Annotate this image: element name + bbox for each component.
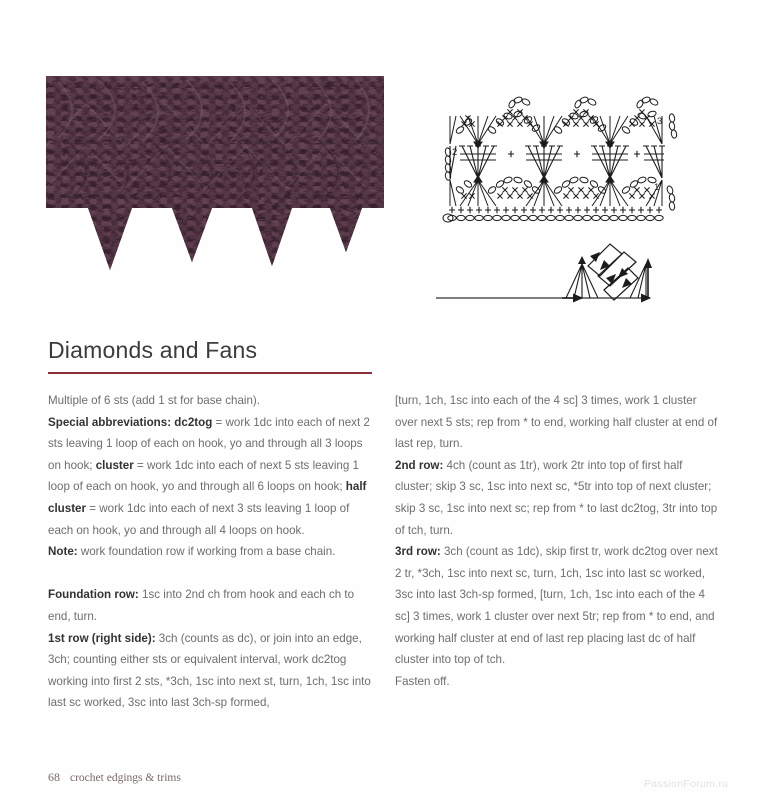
right-text-column <box>395 390 720 714</box>
paragraph-special-abbreviations: Special abbreviations: dc2tog = work 1dc into each of next 2 sts leaving 1 loop of each on hook, yo and through all 3 loops on hook; cluster = work 1dc into each of next 5 sts leaving 1 loop of each on hook, yo and through all 6 loops on hook; half cluster = work 1dc into each of next 3 sts leaving 1 loop of each on hook, yo and through all 4 loops on hook. <box>48 415 370 537</box>
paragraph-spacer <box>48 563 373 585</box>
paragraph-multiple: Multiple of 6 sts (add 1 st for base chain). <box>48 394 261 407</box>
footer-page-number: 68 <box>48 770 60 784</box>
paragraph-foundation-row: Foundation row: 1sc into 2nd ch from hook and each ch to end, turn. <box>48 588 355 623</box>
crochet-swatch-photo <box>46 76 384 272</box>
paragraph-fasten-off: Fasten off. <box>395 674 450 688</box>
site-watermark: PassionForum.ru <box>644 778 729 790</box>
chart-row-label-3: 3 <box>657 116 663 127</box>
footer-book-title: crochet edgings & trims <box>70 772 181 784</box>
paragraph-note: Note: work foundation row if working from a base chain. <box>48 545 336 559</box>
left-text-column <box>48 390 373 714</box>
body-columns <box>48 390 720 714</box>
title-block <box>48 338 374 374</box>
paragraph-first-row: 1st row (right side): 3ch (counts as dc), or join into an edge, 3ch; counting either sts or equivalent interval, work dc2tog working into first 2 sts, *3ch, 1sc into next st, turn, 1ch, 1sc into last sc worked, 3sc into last 3ch-sp formed, <box>48 631 371 710</box>
page-footer <box>48 770 181 785</box>
working-direction-diagram <box>432 240 682 306</box>
page-title: Diamonds and Fans <box>48 337 258 363</box>
chart-row-label-2: 2 <box>452 147 458 158</box>
paragraph-second-row: 2nd row: 4ch (count as 1tr), work 2tr into top of first half cluster; skip 3 sc, 1sc into next sc, *5tr into top of next cluster; skip 3 sc, 1sc into next sc; rep from * to last dc2tog, 3tr into top of tch, turn. <box>395 458 718 537</box>
chart-row-label-1: 1 <box>654 182 660 193</box>
paragraph-third-row: 3rd row: 3ch (count as 1dc), skip first tr, work dc2tog over next 2 tr, *3ch, 1sc into next sc, turn, 1ch, 1sc into last sc worked, 3sc into last 3ch-sp formed, [turn, 1ch, 1sc into each of the 4 sc] 3 times, work 1 cluster over next 5tr; rep from * to end, and working half cluster at end of last rep placing last dc of half cluster into top of tch. <box>395 545 718 667</box>
title-divider <box>48 372 372 374</box>
crochet-stitch-diagram <box>440 68 690 228</box>
paragraph-first-row-cont: [turn, 1ch, 1sc into each of the 4 sc] 3 times, work 1 cluster over next 5 sts; rep from * to end, working half cluster at end of last rep, turn. <box>395 394 718 451</box>
